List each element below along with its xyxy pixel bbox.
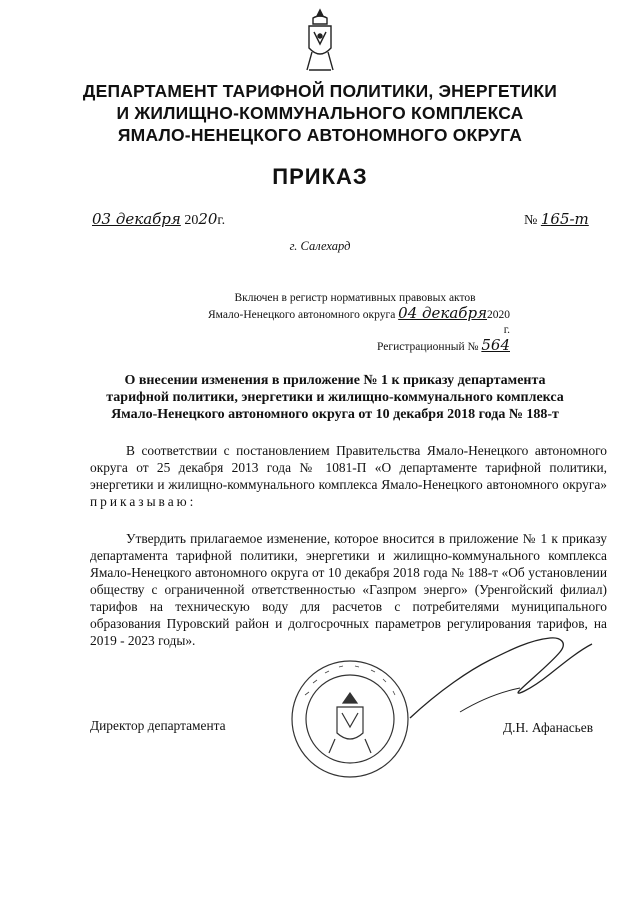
paragraph-order-text: Утвердить прилагаемое изменение, которое вносится в приложение № 1 к приказу департамента тарифной политики, энергетики и жилищно-коммунального комплекса Ямало-Ненецкого автономного округа от 10 декабря 2018 года № 188-т «Об установлении обществу с ограниченной ответственностью «Газпром энерго» (Уренгойский филиал) тарифов на техническую воду для расчетов с потребителями муниципального образования Пуровский район и долгосрочных параметров регулирования тарифов, на 2019 - 2023 годы». bbox=[90, 531, 607, 648]
number-prefix: № bbox=[524, 213, 538, 228]
date-year-hand: 20 bbox=[198, 210, 218, 228]
registry-line-2-text: Ямало-Ненецкого автономного округа bbox=[207, 309, 396, 321]
registry-line-1: Включен в регистр нормативных правовых актов bbox=[234, 292, 476, 304]
document-city: г. Салехард bbox=[289, 239, 351, 253]
registry-number-handwritten: 564 bbox=[481, 336, 510, 354]
registry-line-2 bbox=[207, 304, 510, 336]
header-line-2: И ЖИЛИЩНО-КОММУНАЛЬНОГО КОМПЛЕКСА bbox=[116, 103, 524, 123]
date-handwritten: 03 декабря bbox=[92, 210, 181, 228]
document-date bbox=[92, 210, 225, 229]
document-title: ПРИКАЗ bbox=[272, 164, 368, 189]
handwritten-signature bbox=[400, 630, 600, 725]
date-year-prefix: 20 bbox=[184, 213, 199, 228]
document-subject bbox=[90, 372, 580, 423]
date-suffix: г. bbox=[217, 213, 226, 228]
department-header bbox=[60, 80, 580, 146]
header-line-3: ЯМАЛО-НЕНЕЦКОГО АВТОНОМНОГО ОКРУГА bbox=[117, 125, 523, 145]
subject-line-2: тарифной политики, энергетики и жилищно-коммунального комплекса bbox=[106, 390, 564, 405]
signatory-position: Директор департамента bbox=[90, 718, 226, 733]
registry-number-label: Регистрационный № bbox=[377, 341, 479, 353]
paragraph-basis bbox=[90, 442, 607, 510]
number-handwritten: 165-т bbox=[540, 210, 589, 228]
header-line-1: ДЕПАРТАМЕНТ ТАРИФНОЙ ПОЛИТИКИ, ЭНЕРГЕТИКИ bbox=[82, 81, 558, 101]
paragraph-basis-text: В соответствии с постановлением Правительства Ямало-Ненецкого автономного округа от 25 декабря 2013 года № 1081-П «О департаменте тарифной политики, энергетики и жилищно-коммунального комплекса Ямало-Ненецкого автономного округа» bbox=[90, 443, 607, 492]
coat-of-arms-icon bbox=[303, 8, 337, 76]
order-word: приказываю: bbox=[90, 494, 197, 509]
signatory-name: Д.Н. Афанасьев bbox=[503, 720, 594, 735]
subject-line-3: Ямало-Ненецкого автономного округа от 10 декабря 2018 года № 188-т bbox=[111, 407, 559, 422]
registry-date-handwritten: 04 декабря bbox=[398, 304, 487, 322]
registry-stamp bbox=[200, 291, 510, 355]
registry-year: 2020 г. bbox=[487, 309, 510, 336]
official-seal bbox=[285, 655, 415, 783]
registry-line-3 bbox=[377, 336, 510, 354]
document-number bbox=[524, 210, 589, 229]
subject-line-1: О внесении изменения в приложение № 1 к приказу департамента bbox=[124, 373, 546, 388]
